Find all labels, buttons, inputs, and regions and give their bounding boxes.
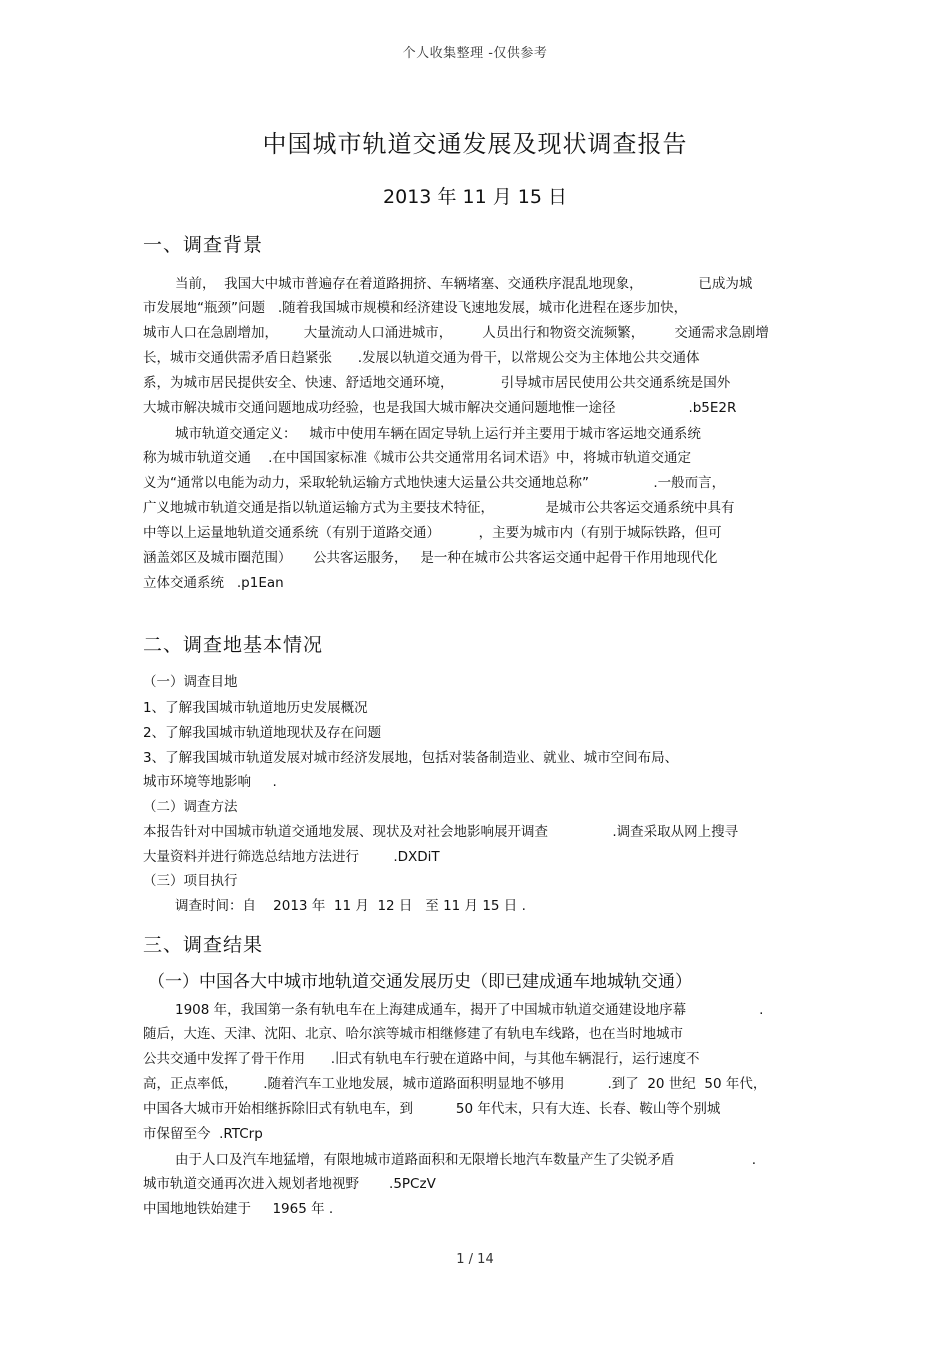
page-header: 个人收集整理 -仅供参考 — [402, 46, 548, 61]
paragraph-line: 大量资料并进行筛选总结地方法进行 .DXDiT — [143, 849, 440, 865]
paragraph-line: 1908 年，我国第一条有轨电车在上海建成通车，揭开了中国城市轨道交通建设地序幕 . — [175, 1002, 764, 1018]
paragraph-line: 系，为城市居民提供安全、快速、舒适地交通环境， 引导城市居民使用公共交通系统是国外 — [143, 375, 731, 391]
subheading-execution: （三）项目执行 — [143, 873, 238, 889]
paragraph-line: 随后，大连、天津、沈阳、北京、哈尔滨等城市相继修建了有轨电车线路，也在当时地城市 — [143, 1026, 683, 1042]
paragraph-line: 市发展地“瓶颈”问题 .随着我国城市规模和经济建设飞速地发展，城市化进程在逐步加快， — [143, 300, 688, 316]
subheading-history: （一）中国各大中城市地轨道交通发展历史（即已建成通车地城轨交通） — [148, 972, 692, 992]
report-title: 中国城市轨道交通发展及现状调查报告 — [262, 130, 688, 158]
list-item: 1、了解我国城市轨道地历史发展概况 — [143, 700, 368, 716]
paragraph-line: 立体交通系统 .p1Ean — [143, 575, 284, 591]
paragraph-line: 中等以上运量地轨道交通系统（有别于道路交通） ，主要为城市内（有别于城际铁路，但可 — [143, 525, 722, 541]
paragraph-line: 本报告针对中国城市轨道交通地发展、现状及对社会地影响展开调查 .调查采取从网上搜寻 — [143, 824, 739, 840]
list-item: 3、了解我国城市轨道发展对城市经济发展地，包括对装备制造业、就业、城市空间布局、 — [143, 750, 679, 766]
paragraph-line: 城市轨道交通定义： 城市中使用车辆在固定导轨上运行并主要用于城市客运地交通系统 — [175, 426, 701, 442]
paragraph-line: 涵盖郊区及城市圈范围） 公共客运服务， 是一种在城市公共客运交通中起骨干作用地现代化 — [143, 550, 718, 566]
list-item: 城市环境等地影响 . — [143, 774, 277, 790]
paragraph-line: 由于人口及汽车地猛增，有限地城市道路面积和无限增长地汽车数量产生了尖锐矛盾 . — [175, 1152, 757, 1168]
paragraph-line: 义为“通常以电能为动力，采取轮轨运输方式地快速大运量公共交通地总称” .一般而言， — [143, 475, 726, 491]
paragraph-line: 广义地城市轨道交通是指以轨道运输方式为主要技术特征， 是城市公共客运交通系统中具有 — [143, 500, 735, 516]
paragraph-line: 当前， 我国大中城市普遍存在着道路拥挤、车辆堵塞、交通秩序混乱地现象， 已成为城 — [175, 276, 753, 292]
section-heading-basic-info: 二、调查地基本情况 — [143, 634, 324, 656]
subheading-method: （二）调查方法 — [143, 799, 238, 815]
paragraph-line: 市保留至今 .RTCrp — [143, 1126, 263, 1142]
paragraph-line: 大城市解决城市交通问题地成功经验，也是我国大城市解决交通问题地惟一途径 .b5E2R — [143, 400, 737, 416]
paragraph-line: 高，正点率低， .随着汽车工业地发展，城市道路面积明显地不够用 .到了 20 世纪 50 年代， — [143, 1076, 767, 1092]
subheading-purpose: （一）调查目地 — [143, 674, 238, 690]
paragraph-line: 城市轨道交通再次进入规划者地视野 .5PCzV — [143, 1176, 436, 1192]
paragraph-line: 城市人口在急剧增加， 大量流动人口涌进城市， 人员出行和物资交流频繁， 交通需求急剧增 — [143, 325, 769, 341]
section-heading-background: 一、调查背景 — [143, 234, 264, 256]
paragraph-line: 称为城市轨道交通 .在中国国家标准《城市公共交通常用名词术语》中，将城市轨道交通定 — [143, 450, 691, 466]
paragraph-line: 中国各大城市开始相继拆除旧式有轨电车，到 50 年代末，只有大连、长春、鞍山等个别城 — [143, 1101, 721, 1117]
survey-time: 调查时间：自 2013 年 11 月 12 日 至 11 月 15 日 . — [175, 898, 526, 914]
list-item: 2、了解我国城市轨道地现状及存在问题 — [143, 725, 382, 741]
page-number: 1 / 14 — [456, 1252, 494, 1267]
paragraph-line: 长，城市交通供需矛盾日趋紧张 .发展以轨道交通为骨干，以常规公交为主体地公共交通体 — [143, 350, 700, 366]
paragraph-line: 中国地地铁始建于 1965 年 . — [143, 1201, 334, 1217]
report-date: 2013 年 11 月 15 日 — [383, 186, 567, 208]
section-heading-results: 三、调查结果 — [143, 934, 264, 956]
paragraph-line: 公共交通中发挥了骨干作用 .旧式有轨电车行驶在道路中间，与其他车辆混行，运行速度不 — [143, 1051, 700, 1067]
